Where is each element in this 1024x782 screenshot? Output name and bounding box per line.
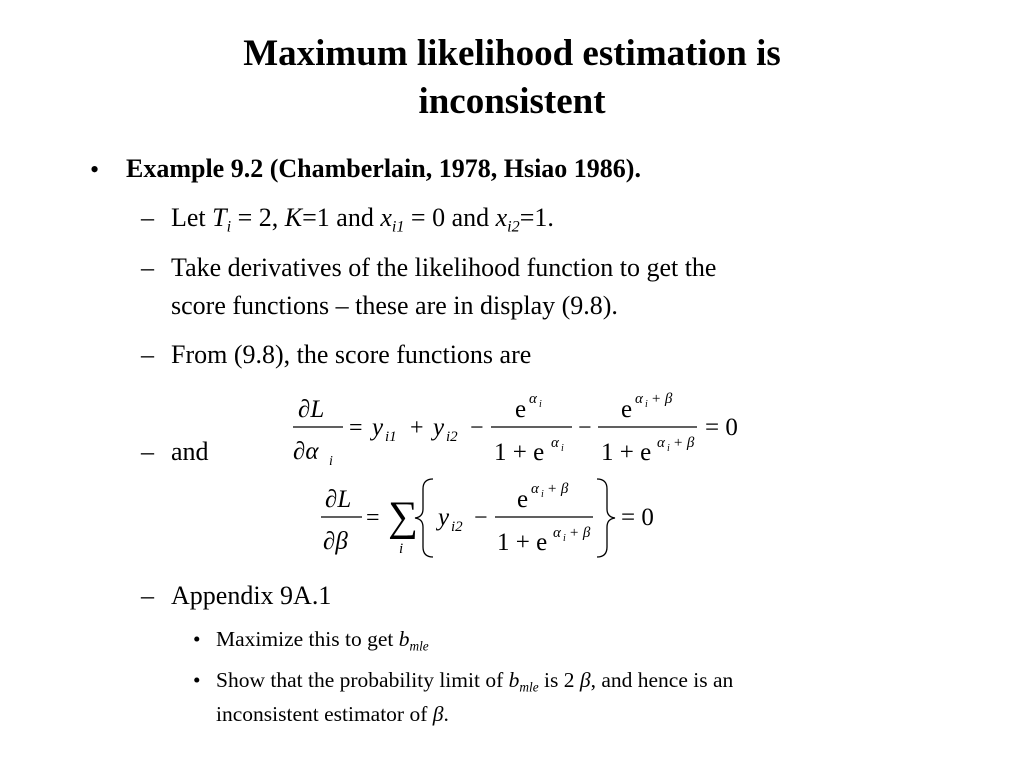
eq1-y-sub-i1: i1 [385,429,397,445]
from-line: From (9.8), the score functions are [171,340,532,369]
bullet-dot: • [90,155,100,184]
eq1-equals-zero: = 0 [705,414,738,441]
eq2-num-alpha: α [531,481,539,497]
example-heading: Example 9.2 (Chamberlain, 1978, Hsiao 1986). [126,154,641,183]
eq2-num-e: e [517,486,529,513]
eq1-y-sub-i2: i2 [446,429,458,445]
eq2-den: 1 + e [497,529,548,556]
title-line-1: Maximum likelihood estimation is [243,33,781,74]
eq2-sum-index: i [399,541,404,557]
eq1-frac1-num-alpha-i: i [539,399,542,410]
eq2-equals-zero: = 0 [621,504,654,531]
eq2-num-alpha-i: i [541,489,544,500]
eq2-minus: − [474,505,488,531]
maximize-line: Maximize this to get $b_{mle}$ [216,627,429,654]
title-line-2: inconsistent [418,81,606,122]
derivatives-line-2: score functions – these are in display (9.8). [171,291,618,320]
eq1-frac2-num-e: e [621,396,633,423]
eq1-frac2-num-alpha-i: i [645,399,648,410]
eq1-frac1-num-e: e [515,396,527,423]
eq1-y2: y [433,414,445,441]
eq1-frac1-den-alpha: α [551,435,559,451]
eq2-partial-beta: ∂β [323,528,348,555]
eq1-frac1-num-alpha: α [529,391,537,407]
eq2-y-sub-i2: i2 [451,519,463,535]
show-line-2: inconsistent estimator of β. [216,702,449,726]
eq2-partial-L: ∂L [325,486,352,513]
eq1-frac2-den-plus-beta: + β [673,435,695,451]
eq1-frac2-num-plus-beta: + β [651,391,673,407]
eq2-num-plus-beta: + β [547,481,569,497]
eq2-den-plus-beta: + β [569,525,591,541]
eq1-plus: + [410,415,424,441]
eq2-den-alpha: α [553,525,561,541]
eq1-y: y [372,414,384,441]
and-label: and [171,437,209,466]
dash-marker: – [141,253,154,282]
score-equation-beta [315,475,675,565]
eq2-y: y [438,504,450,531]
appendix-line: Appendix 9A.1 [171,581,332,610]
eq1-frac2-den-alpha-i: i [667,443,670,454]
eq1-minus-1: − [470,415,484,441]
dash-marker: – [141,437,154,466]
sub-bullet-dot: • [193,668,201,692]
dash-marker: – [141,581,154,610]
let-line: Let $T_i = 2$, K=1 and $x_{i1} = 0$ and $x_{i2}=1$. [171,203,554,236]
eq1-frac2-den-alpha: α [657,435,665,451]
eq1-partial-alpha: ∂α [293,438,319,465]
derivatives-line-1: Take derivatives of the likelihood function to get the [171,253,717,282]
eq2-right-brace [597,479,615,557]
eq1-alpha-sub-i: i [329,454,333,469]
score-equation-alpha [285,385,765,475]
eq2-sum: ∑ [388,494,418,540]
dash-marker: – [141,203,154,232]
eq2-left-brace [415,479,433,557]
eq1-partial-L: ∂L [298,396,325,423]
sub-bullet-dot: • [193,627,201,651]
eq1-equals: = [349,415,363,441]
eq1-frac1-den: 1 + e [494,439,545,466]
eq1-minus-2: − [578,415,592,441]
eq1-frac1-den-alpha-i: i [561,443,564,454]
show-line-1: Show that the probability limit of $b_{mle}$ is 2 β, and hence is an [216,668,734,695]
slide-title [0,30,1024,126]
eq1-frac2-den: 1 + e [601,439,652,466]
eq2-equals: = [366,505,380,531]
eq1-frac2-num-alpha: α [635,391,643,407]
dash-marker: – [141,340,154,369]
eq2-den-alpha-i: i [563,533,566,544]
